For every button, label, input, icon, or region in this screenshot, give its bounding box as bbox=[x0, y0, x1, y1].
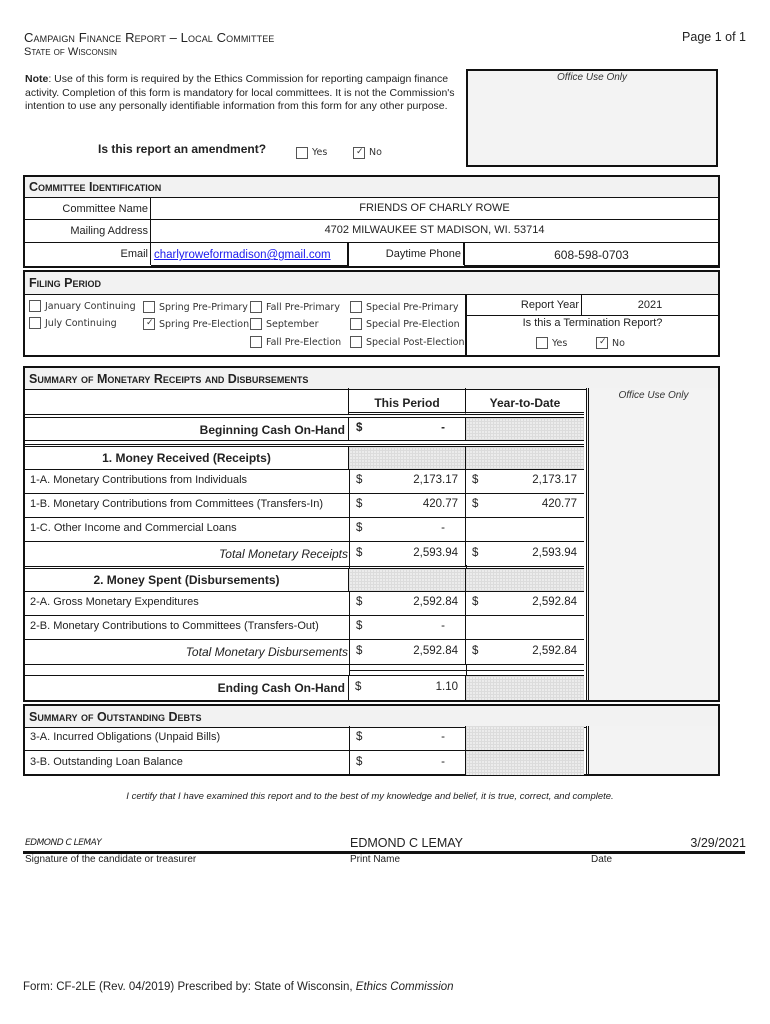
money-spent-heading: 2. Money Spent (Disbursements) bbox=[25, 569, 349, 592]
ending-cash-this-period[interactable] bbox=[349, 676, 466, 700]
currency-symbol: $ bbox=[356, 620, 363, 632]
currency-symbol: $ bbox=[356, 522, 363, 534]
received-rows bbox=[25, 470, 584, 567]
table-row bbox=[25, 494, 584, 518]
currency-symbol: $ bbox=[472, 547, 479, 559]
office-use-box-debts bbox=[586, 726, 718, 774]
spring-pre-election-label: Spring Pre-Election bbox=[159, 318, 250, 330]
row-1a-ytd[interactable] bbox=[466, 470, 584, 493]
total-receipts-ytd-value: 2,593.94 bbox=[532, 547, 577, 559]
fall-pre-election-checkbox[interactable] bbox=[250, 336, 262, 348]
signature-label: Signature of the candidate or treasurer bbox=[25, 854, 197, 865]
special-pre-primary-checkbox[interactable] bbox=[350, 301, 362, 313]
table-row-total-disbursements bbox=[25, 640, 584, 665]
row-3a-this-period[interactable] bbox=[349, 726, 466, 750]
termination-yes-checkbox[interactable] bbox=[536, 337, 548, 349]
ending-cash-ytd-shaded bbox=[466, 676, 584, 700]
report-year-field[interactable]: 2021 bbox=[582, 294, 718, 316]
currency-symbol: $ bbox=[355, 681, 362, 693]
row-3b-ytd-shaded bbox=[466, 751, 584, 775]
row-2a-this-period[interactable] bbox=[349, 592, 466, 615]
row-3a-ytd-shaded bbox=[466, 726, 584, 750]
filing-option-spring-pre-primary[interactable] bbox=[143, 301, 248, 313]
received-this-shaded bbox=[349, 447, 466, 470]
amendment-no-label: No bbox=[369, 147, 382, 159]
january-continuing-checkbox[interactable] bbox=[29, 300, 41, 312]
row-2a-ytd-value: 2,592.84 bbox=[532, 596, 577, 608]
filing-option-special-pre-election[interactable] bbox=[350, 318, 460, 330]
email-link[interactable]: charlyroweformadison@gmail.com bbox=[154, 249, 331, 261]
row-2b-label: 2-B. Monetary Contributions to Committees (Transfers-Out) bbox=[30, 620, 319, 632]
special-pre-election-checkbox[interactable] bbox=[350, 318, 362, 330]
fall-pre-primary-checkbox[interactable] bbox=[250, 301, 262, 313]
filing-option-september[interactable] bbox=[250, 318, 319, 330]
spent-rows bbox=[25, 592, 584, 665]
special-post-election-label: Special Post-Election bbox=[366, 336, 465, 348]
january-continuing-label: January Continuing bbox=[45, 300, 136, 312]
mailing-address-field[interactable]: 4702 MILWAUKEE ST MADISON, WI. 53714 bbox=[151, 220, 718, 243]
filing-option-spring-pre-election[interactable] bbox=[143, 318, 249, 330]
amendment-yes[interactable] bbox=[296, 144, 327, 162]
row-1b-label: 1-B. Monetary Contributions from Committees (Transfers-In) bbox=[30, 498, 324, 510]
termination-yes-label: Yes bbox=[552, 337, 568, 349]
amendment-yes-checkbox[interactable] bbox=[296, 147, 308, 159]
table-row bbox=[25, 470, 584, 494]
row-2a-label: 2-A. Gross Monetary Expenditures bbox=[30, 596, 199, 608]
amendment-no[interactable] bbox=[353, 144, 382, 162]
currency-symbol: $ bbox=[472, 474, 479, 486]
print-name-field[interactable]: EDMOND C LEMAY bbox=[350, 836, 463, 850]
row-1a-ytd-value: 2,173.17 bbox=[532, 474, 577, 486]
office-use-box-top bbox=[466, 69, 718, 167]
note-bold: Note bbox=[25, 73, 49, 85]
beginning-cash-value: - bbox=[441, 422, 445, 434]
amendment-yes-label: Yes bbox=[312, 147, 328, 159]
spring-pre-primary-checkbox[interactable] bbox=[143, 301, 155, 313]
special-pre-primary-label: Special Pre-Primary bbox=[366, 301, 459, 313]
spent-this-shaded bbox=[349, 569, 466, 592]
filing-option-special-post-election[interactable] bbox=[350, 336, 464, 348]
row-1c-label: 1-C. Other Income and Commercial Loans bbox=[30, 522, 237, 534]
row-1a-this-value: 2,173.17 bbox=[413, 474, 458, 486]
currency-symbol: $ bbox=[472, 645, 479, 657]
table-row bbox=[25, 751, 584, 775]
page-indicator: Page 1 of 1 bbox=[682, 30, 746, 44]
currency-symbol: $ bbox=[356, 731, 363, 743]
currency-symbol: $ bbox=[356, 596, 363, 608]
row-2b-ytd[interactable] bbox=[466, 616, 584, 639]
office-use-label-summary: Office Use Only bbox=[618, 390, 689, 401]
currency-symbol: $ bbox=[472, 498, 479, 510]
filing-option-january-continuing[interactable] bbox=[29, 300, 136, 312]
row-1c-ytd[interactable] bbox=[466, 518, 584, 541]
received-ytd-shaded bbox=[466, 447, 584, 470]
july-continuing-checkbox[interactable] bbox=[29, 317, 41, 329]
special-pre-election-label: Special Pre-Election bbox=[366, 318, 460, 330]
email-label: Email bbox=[25, 243, 151, 265]
filing-option-fall-pre-primary[interactable] bbox=[250, 301, 340, 313]
total-receipts-label: Total Monetary Receipts bbox=[219, 547, 348, 561]
row-3b-this-period[interactable] bbox=[349, 751, 466, 775]
termination-yes[interactable] bbox=[536, 337, 567, 349]
certification-text: I certify that I have examined this report and to the best of my knowledge and belief, it is true, correct, and complete. bbox=[126, 791, 614, 802]
table-row bbox=[25, 726, 584, 751]
row-1c-this-period[interactable] bbox=[349, 518, 466, 541]
july-continuing-label: July Continuing bbox=[45, 317, 117, 329]
termination-no[interactable] bbox=[596, 337, 625, 349]
currency-symbol: $ bbox=[356, 474, 363, 486]
row-2b-this-value: - bbox=[441, 620, 445, 632]
september-checkbox[interactable] bbox=[250, 318, 262, 330]
table-row bbox=[25, 592, 584, 616]
beginning-cash-label: Beginning Cash On-Hand bbox=[25, 417, 349, 441]
summary-heading: Summary of Monetary Receipts and Disbursements bbox=[25, 368, 718, 390]
row-1a-label: 1-A. Monetary Contributions from Individuals bbox=[30, 474, 248, 486]
summary-header-blank bbox=[25, 388, 349, 415]
footer-text: Form: CF-2LE (Rev. 04/2019) Prescribed by: State of Wisconsin, bbox=[23, 981, 356, 993]
termination-question: Is this a Termination Report? bbox=[522, 317, 663, 329]
ending-cash-label: Ending Cash On-Hand bbox=[25, 676, 349, 700]
daytime-phone-label: Daytime Phone bbox=[349, 243, 464, 265]
print-name-label: Print Name bbox=[350, 854, 401, 865]
note-body: : Use of this form is required by the Ethics Commission for reporting campaign finance activity. Completion of this form is mandatory for local committees. It is not the Commission's intention to use any personally identifiable information from this form for any other purpose. bbox=[25, 73, 455, 112]
termination-no-checkbox[interactable] bbox=[596, 337, 608, 349]
col-year-to-date: Year-to-Date bbox=[466, 388, 584, 415]
committee-name-field[interactable]: FRIENDS OF CHARLY ROWE bbox=[151, 198, 718, 220]
september-label: September bbox=[266, 318, 319, 330]
row-3b-label: 3-B. Outstanding Loan Balance bbox=[30, 756, 183, 768]
row-3a-value: - bbox=[441, 731, 445, 743]
divider-line bbox=[25, 664, 584, 676]
row-1a-this-period[interactable] bbox=[349, 470, 466, 493]
footer-italic: Ethics Commission bbox=[355, 981, 454, 993]
filing-option-special-pre-primary[interactable] bbox=[350, 301, 459, 313]
currency-symbol: $ bbox=[356, 645, 363, 657]
spring-pre-election-checkbox[interactable] bbox=[143, 318, 155, 330]
termination-no-label: No bbox=[612, 337, 625, 349]
money-received-heading: 1. Money Received (Receipts) bbox=[25, 447, 349, 470]
total-receipts-this-value: 2,593.94 bbox=[413, 547, 458, 559]
fall-pre-primary-label: Fall Pre-Primary bbox=[266, 301, 340, 313]
table-row bbox=[25, 518, 584, 542]
debt-rows bbox=[25, 726, 584, 775]
total-disbursements-ytd-value: 2,592.84 bbox=[532, 645, 577, 657]
total-disbursements-ytd[interactable] bbox=[466, 640, 584, 664]
beginning-cash-this-period[interactable] bbox=[349, 417, 466, 441]
form-title: Campaign Finance Report – Local Committee bbox=[24, 30, 275, 45]
amendment-no-checkbox[interactable] bbox=[353, 147, 365, 159]
row-1b-this-value: 420.77 bbox=[422, 498, 458, 510]
note-text bbox=[25, 73, 465, 114]
filing-option-july-continuing[interactable] bbox=[29, 317, 117, 329]
row-3b-value: - bbox=[441, 756, 445, 768]
date-label: Date bbox=[591, 854, 613, 865]
ending-cash-value: 1.10 bbox=[435, 681, 458, 693]
col-this-period: This Period bbox=[349, 388, 466, 415]
office-use-box-summary bbox=[586, 388, 718, 700]
currency-symbol: $ bbox=[356, 422, 363, 434]
currency-symbol: $ bbox=[356, 547, 363, 559]
filing-option-fall-pre-election[interactable] bbox=[250, 336, 341, 348]
filing-heading: Filing Period bbox=[25, 272, 718, 295]
spring-pre-primary-label: Spring Pre-Primary bbox=[159, 301, 248, 313]
form-subtitle: State of Wisconsin bbox=[24, 46, 117, 58]
row-1b-this-period[interactable] bbox=[349, 494, 466, 517]
total-disbursements-label: Total Monetary Disbursements bbox=[185, 645, 348, 659]
currency-symbol: $ bbox=[356, 756, 363, 768]
office-use-label: Office Use Only bbox=[556, 72, 628, 83]
row-1c-this-value: - bbox=[441, 522, 445, 534]
committee-name-label: Committee Name bbox=[25, 198, 151, 220]
email-field[interactable] bbox=[151, 243, 349, 267]
mailing-address-label: Mailing Address bbox=[25, 220, 151, 243]
row-2b-this-period[interactable] bbox=[349, 616, 466, 639]
total-disbursements-this-period[interactable] bbox=[349, 640, 466, 664]
fall-pre-election-label: Fall Pre-Election bbox=[266, 336, 342, 348]
amendment-question: Is this report an amendment? bbox=[98, 142, 267, 156]
form-footer bbox=[23, 981, 454, 993]
committee-heading: Committee Identification bbox=[25, 177, 718, 198]
debts-heading: Summary of Outstanding Debts bbox=[25, 706, 718, 728]
row-3a-label: 3-A. Incurred Obligations (Unpaid Bills) bbox=[30, 731, 221, 743]
date-field[interactable]: 3/29/2021 bbox=[690, 836, 746, 850]
row-1b-ytd[interactable] bbox=[466, 494, 584, 517]
report-year-label: Report Year bbox=[467, 294, 582, 316]
row-1b-ytd-value: 420.77 bbox=[541, 498, 577, 510]
total-disbursements-this-value: 2,592.84 bbox=[413, 645, 458, 657]
currency-symbol: $ bbox=[356, 498, 363, 510]
total-receipts-ytd[interactable] bbox=[466, 542, 584, 566]
spent-ytd-shaded bbox=[466, 569, 584, 592]
currency-symbol: $ bbox=[472, 596, 479, 608]
total-receipts-this-period[interactable] bbox=[349, 542, 466, 566]
daytime-phone-field[interactable]: 608-598-0703 bbox=[464, 243, 718, 267]
special-post-election-checkbox[interactable] bbox=[350, 336, 362, 348]
signature-field[interactable]: EDMOND C LEMAY bbox=[25, 838, 102, 848]
row-2a-ytd[interactable] bbox=[466, 592, 584, 615]
row-2a-this-value: 2,592.84 bbox=[413, 596, 458, 608]
beginning-cash-ytd-shaded bbox=[466, 417, 584, 441]
table-row bbox=[25, 616, 584, 640]
table-row-total-receipts bbox=[25, 542, 584, 567]
